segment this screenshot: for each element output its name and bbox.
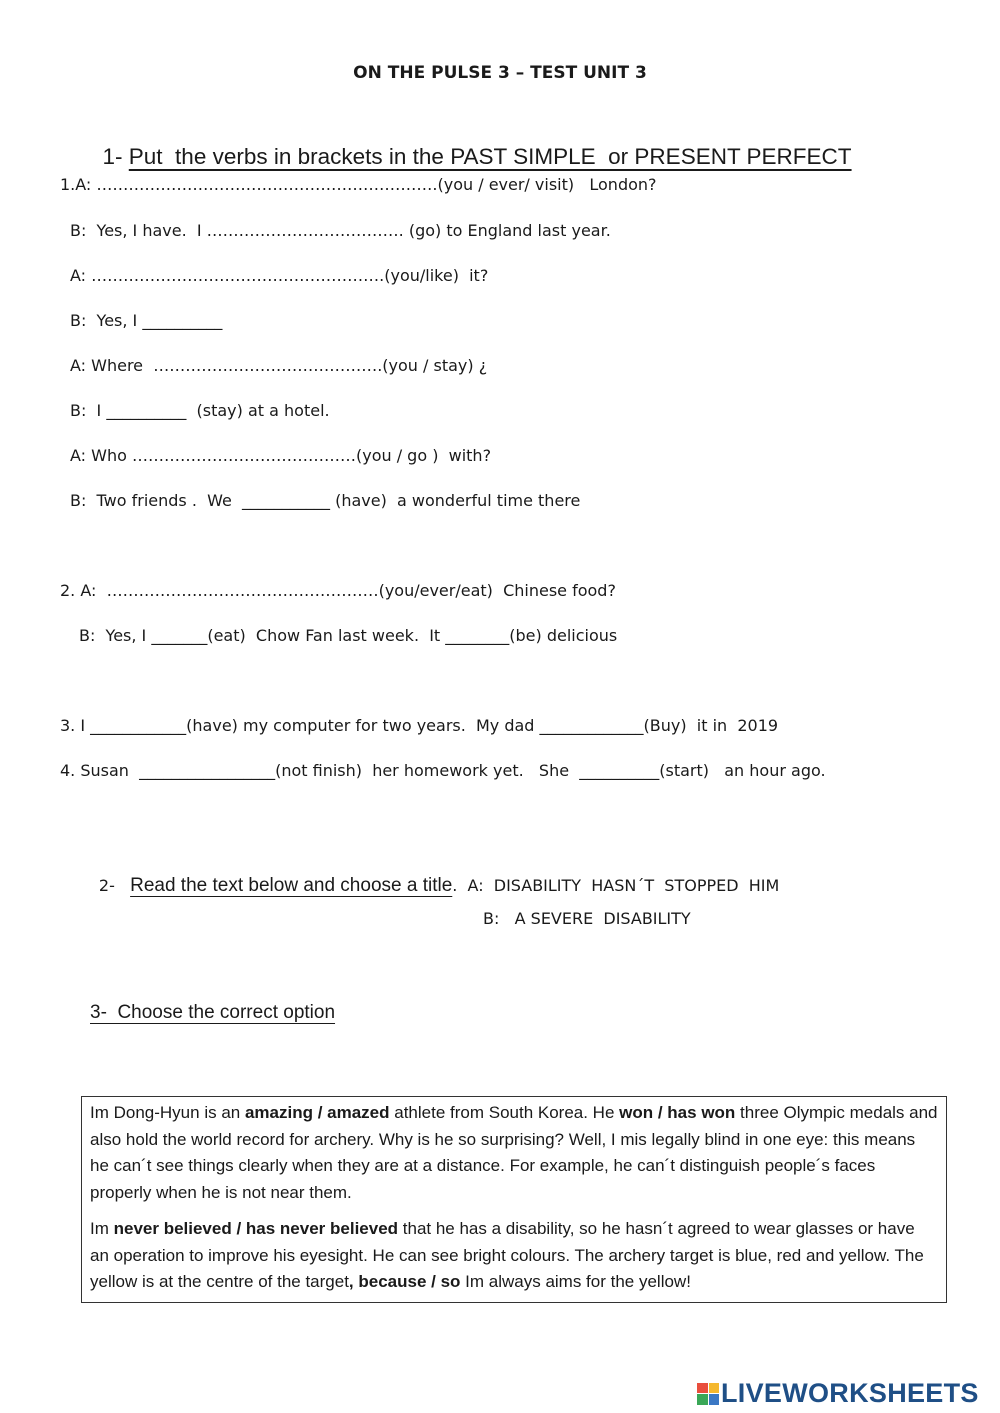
choice-option: amazing / amazed — [244, 1103, 390, 1122]
liveworksheets-wordmark: LIVEWORKSHEETS — [721, 1378, 979, 1408]
section-1-heading — [90, 118, 852, 170]
text-run: that he has a disability, so he hasn´t agreed to wear glasses or have an operation to improve his eyesight. He can see bright colours. The archery target is blue, red and yellow. The yellow is at the centre of the target — [90, 1219, 924, 1291]
section-2-number: 2- — [98, 876, 131, 895]
reading-text-box — [81, 1096, 947, 1303]
exercise-line: B: Yes, I _______(eat) Chow Fan last week. It ________(be) delicious — [79, 626, 618, 645]
exercise-line: A: Who ……………………………………(you / go ) with? — [70, 446, 492, 465]
logo-square — [697, 1394, 708, 1405]
page-title: ON THE PULSE 3 – TEST UNIT 3 — [353, 63, 647, 83]
title-option-b: B: A SEVERE DISABILITY — [483, 909, 691, 928]
choice-option: won / has won — [619, 1103, 736, 1122]
exercise-line: B: I __________ (stay) at a hotel. — [70, 401, 330, 420]
exercise-line: 4. Susan _________________(not finish) her homework yet. She __________(start) an hour ago. — [60, 761, 826, 780]
liveworksheets-logo — [697, 1378, 979, 1409]
liveworksheets-icon — [697, 1383, 719, 1405]
text-run: Im — [90, 1219, 114, 1238]
exercise-line: 3. I ____________(have) my computer for two years. My dad _____________(Buy) it in 2019 — [60, 716, 779, 735]
text-run: athlete from South Korea. He — [389, 1103, 620, 1122]
section-1-instruction: Put the verbs in brackets in the PAST SIMPLE or PRESENT PERFECT — [128, 144, 852, 169]
exercise-line: 2. A: ……………………………………………(you/ever/eat) Chinese food? — [60, 581, 616, 600]
exercise-line: A: ……………………………………………….(you/like) it? — [70, 266, 489, 285]
text-run: Im always aims for the yellow! — [460, 1272, 691, 1291]
exercise-line: B: Two friends . We ___________ (have) a wonderful time there — [70, 491, 581, 510]
choice-option: , because / so — [348, 1272, 461, 1291]
choice-option: never believed / has never believed — [113, 1219, 399, 1238]
exercise-line: B: Yes, I have. I ………………………………. (go) to England last year. — [70, 221, 611, 240]
reading-paragraph-1 — [90, 1100, 938, 1206]
reading-paragraph-2 — [90, 1216, 938, 1296]
section-2-dot: . — [452, 876, 458, 895]
text-run: Im Dong-Hyun is an — [90, 1103, 245, 1122]
text-run: three Olympic medals and also hold the world record for archery. Why is he so surprising? Well, I mis legally blind in one eye: this means he can´t see things clearly when they are at a distance. For example, he can´t distinguish people´s faces properly when he is not near them. — [90, 1103, 938, 1202]
exercise-line: B: Yes, I __________ — [70, 311, 223, 330]
exercise-line: 1.A: ……………………………………………………….(you / ever/ visit) London? — [60, 175, 657, 194]
section-1-number: 1- — [102, 144, 129, 169]
logo-square — [697, 1383, 708, 1394]
logo-square — [709, 1383, 720, 1394]
section-3-heading: 3- Choose the correct option — [90, 1002, 336, 1023]
section-2-heading — [90, 857, 779, 897]
logo-square — [709, 1394, 720, 1405]
exercise-line: A: Where …………………………………….(you / stay) ¿ — [70, 356, 488, 375]
section-2-instruction: Read the text below and choose a title — [130, 875, 453, 896]
title-option-a: A: DISABILITY HASN´T STOPPED HIM — [457, 876, 780, 895]
